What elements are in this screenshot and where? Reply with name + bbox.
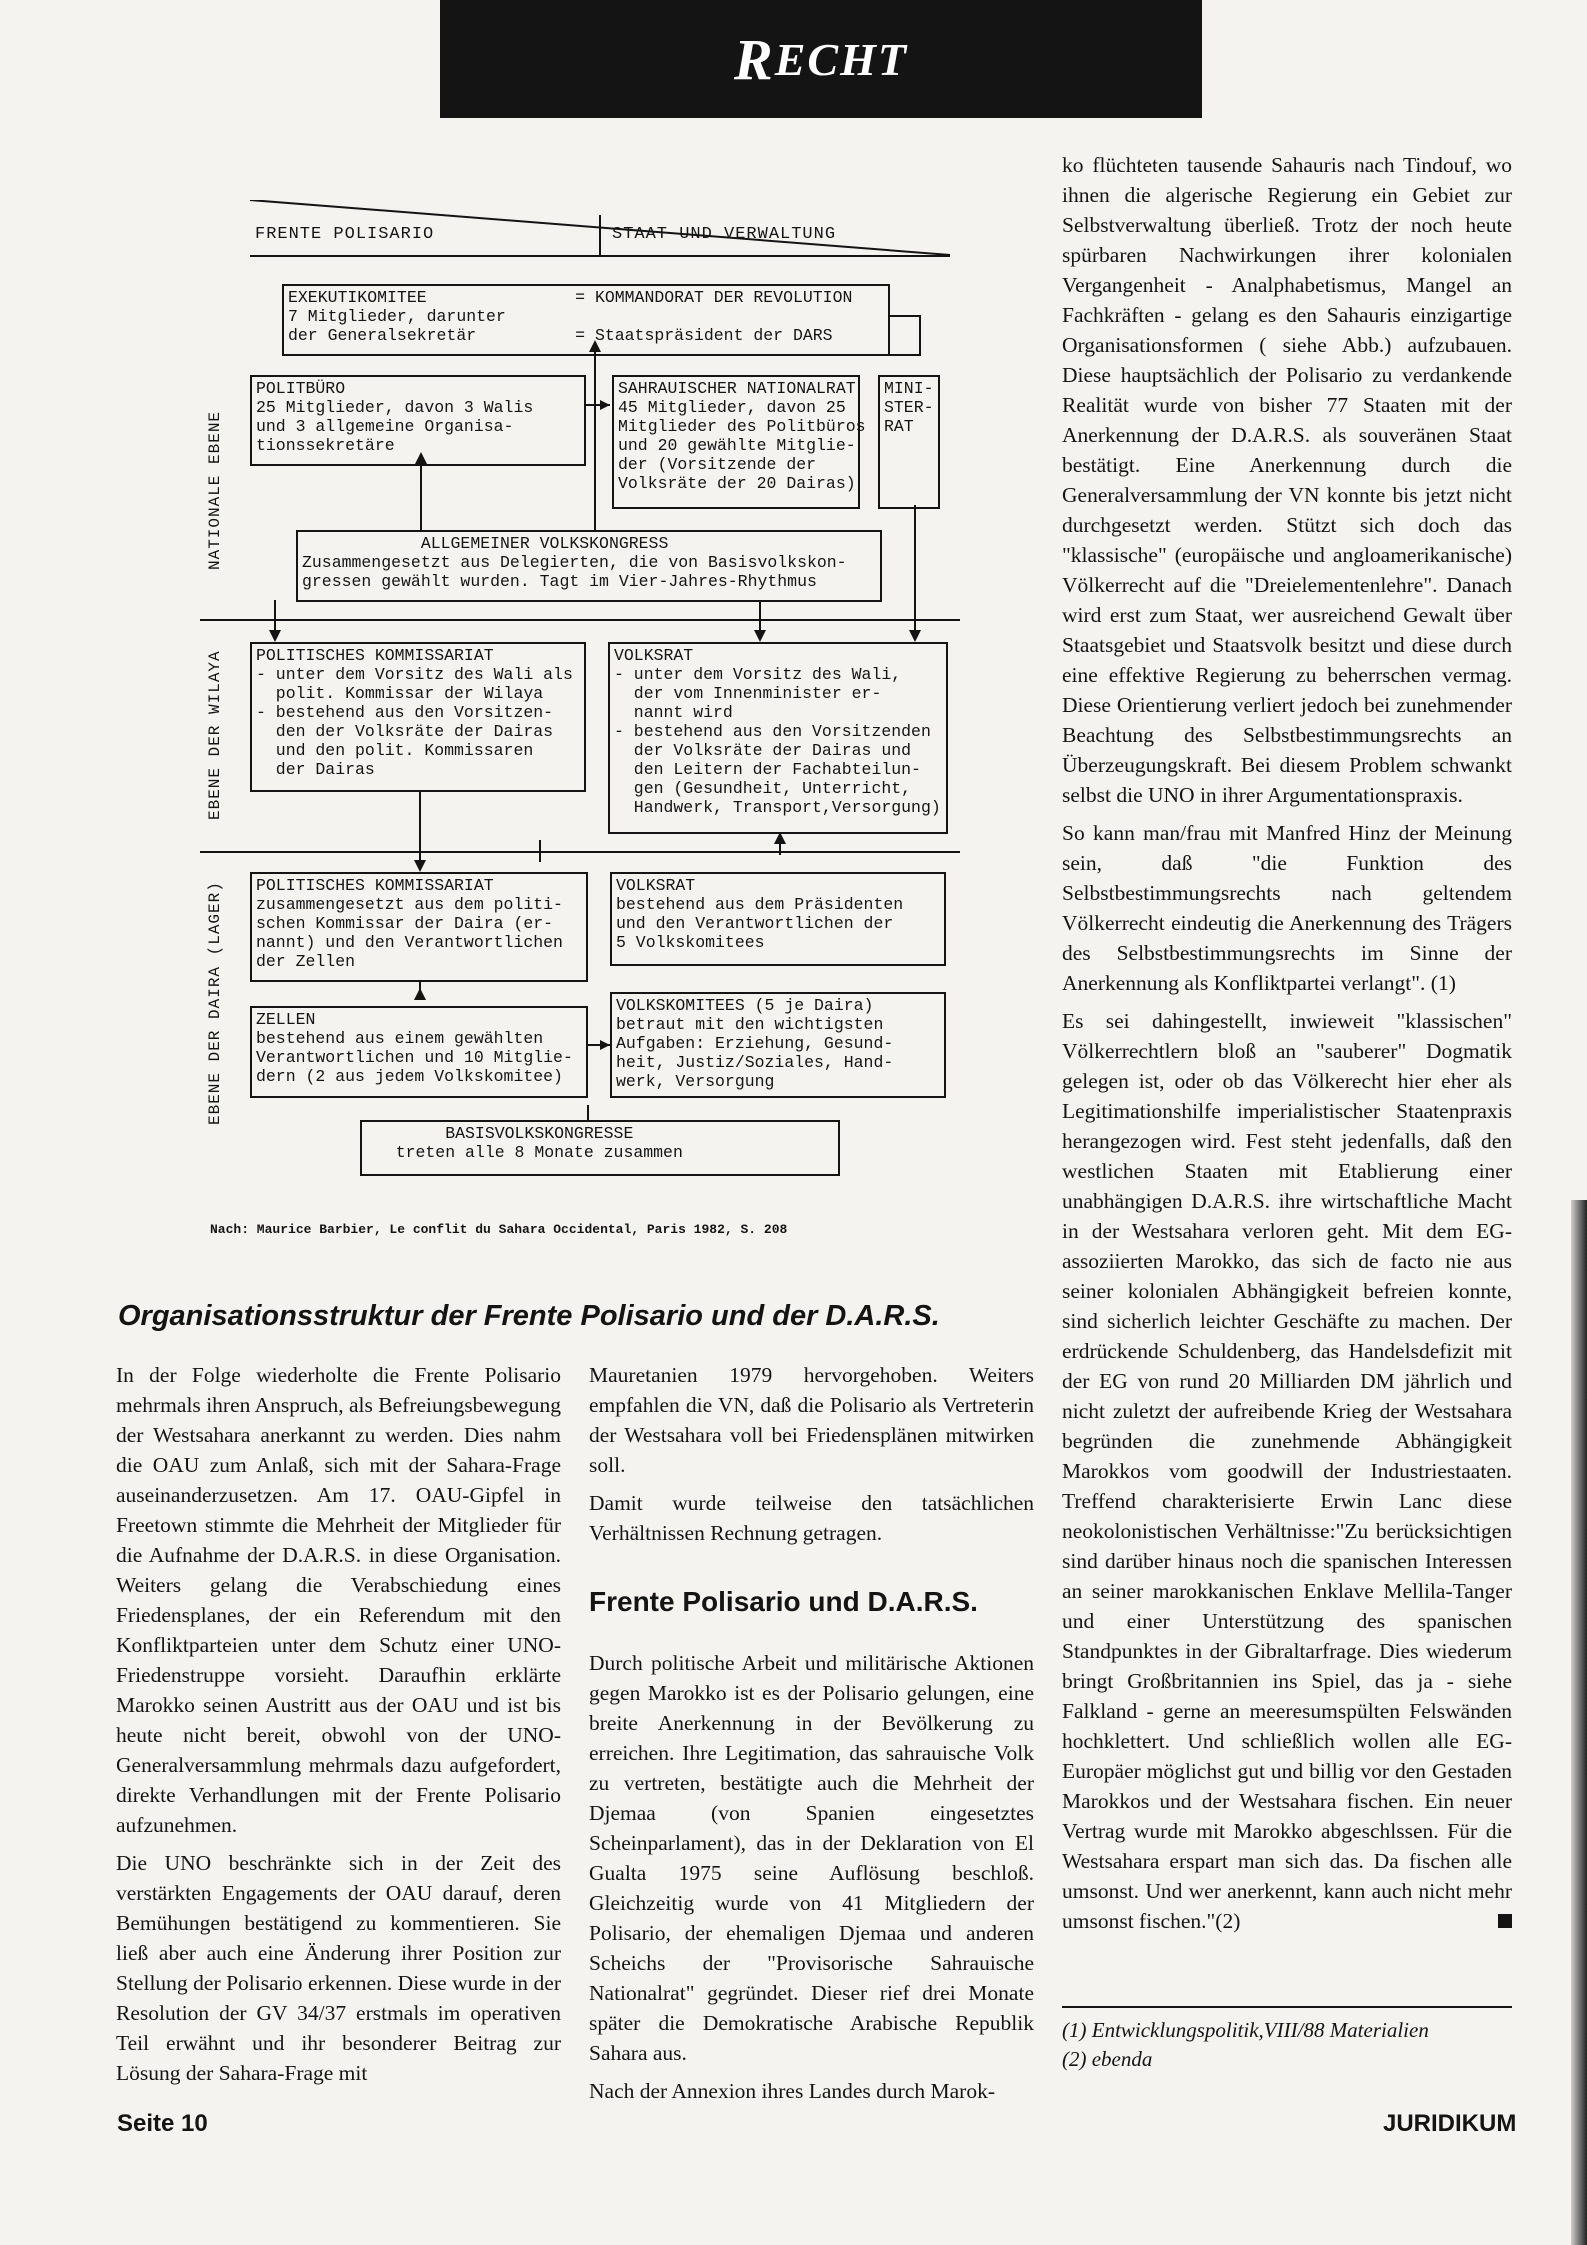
box-nationalrat: SAHRAUISCHER NATIONALRAT 45 Mitglieder, davon 25 Mitglieder des Politbüros und 20 gewählte Mitglie- der (Vorsitzende der Volksräte der 20 Dairas) [612, 375, 860, 509]
paragraph: Damit wurde teilweise den tatsächlichen Verhältnissen Rechnung getragen. [589, 1491, 1034, 1545]
footnote: (2) ebenda [1062, 2047, 1153, 2071]
page-number: Seite 10 [117, 2110, 208, 2137]
org-diagram [200, 200, 960, 1250]
article-column-2 [589, 1360, 1034, 2114]
diagram-source-note: Nach: Maurice Barbier, Le conflit du Sahara Occidental, Paris 1982, S. 208 [210, 1222, 788, 1237]
paragraph: So kann man/frau mit Manfred Hinz der Meinung sein, daß "die Funktion des Selbstbestimmungsrechts nach geltendem Völkerrecht eindeutig die Anerkennung des Trägers des Selbstbestimmungsrechts im Sinne der Anerkennung als Konfliktpartei verlangt". (1) [1062, 821, 1512, 995]
paragraph: Nach der Annexion ihres Landes durch Marok- [589, 2079, 995, 2103]
column-head-polisario: FRENTE POLISARIO [255, 225, 435, 244]
paragraph: Die UNO beschränkte sich in der Zeit des verstärkten Engagements der OAU darauf, deren Bemühungen bestätigend zu kommentieren. Sie ließ aber auch eine Änderung ihrer Position zur Stellung der Polisario erkennen. Diese wurde in der Resolution der GV 34/37 erstmals im operativen Teil erwähnt und ihr besonderer Beitrag zur Lösung der Sahara-Frage mit [116, 1851, 561, 2085]
paragraph: ko flüchteten tausende Sahauris nach Tindouf, wo ihnen die algerische Regierung ein Gebiet zur Selbstverwaltung überließ. Trotz der noch heute spürbaren Nachwirkungen ihrer kolonialen Vergangenheit - Analphabetismus, Mangel an Fachkräften - gelang es den Sahauris einzigartige Organisationsformen ( siehe Abb.) aufzubauen. Diese hauptsächlich der Polisario zu verdankende Realität wurde von bisher 77 Staaten mit der Anerkennung der D.A.R.S. als souveränen Staat bestätigt. Eine Anerkennung durch die Generalversammlung der VN konnte bis jetzt nicht durchgesetzt werden. Stützt sich doch das "klassische" (europäische und angloamerikanische) Völkerrecht auf die "Dreielementenlehre". Danach wird erst zum Staat, wer ausreichend Gewalt über Staatsgebiet und Staatsvolk besitzt und diese durch eine effektive Regierung zu beherrschen vermag. Diese Orientierung verliert jedoch bei zunehmender Beachtung des Selbstbestimmungsrechts an Überzeugungskraft. Bei diesem Problem schwankt selbst die UNO in ihrer Argumentationspraxis. [1062, 153, 1512, 807]
box-volkskomitees: VOLKSKOMITEES (5 je Daira) betraut mit den wichtigsten Aufgaben: Erziehung, Gesund- heit, Justiz/Soziales, Hand- werk, Versorgung [610, 992, 946, 1098]
section-subheading: Frente Polisario und D.A.R.S. [589, 1586, 978, 1617]
level-label-wilaya: EBENE DER WILAYA [206, 650, 224, 820]
box-pol-kommissariat-daira: POLITISCHES KOMMISSARIAT zusammengesetzt aus dem politi- schen Kommissar der Daira (er- nannt) und den Verantwortlichen der Zellen [250, 872, 588, 982]
paragraph: In der Folge wiederholte die Frente Polisario mehrmals ihren Anspruch, als Befreiungsbewegung der Westsahara anerkannt zu werden. Dies nahm die OAU zum Anlaß, sich mit der Sahara-Frage auseinanderzusetzen. Am 17. OAU-Gipfel in Freetown stimmte die Mehrheit der Mitglieder für die Aufnahme der D.A.R.S. in diese Organisation. Weiters gelang die Verabschiedung eines Friedensplanes, der ein Referendum mit den Konfliktparteien unter dem Schutz einer UNO-Friedenstruppe vorsieht. Daraufhin erklärte Marokko seinen Austritt aus der OAU und ist bis heute nicht bereit, obwohl von der UNO-Generalversammlung mehrmals dazu aufgefordert, direkte Verhandlungen mit der Frente Polisario aufzunehmen. [116, 1363, 561, 1837]
article-column-3 [1062, 150, 1512, 1936]
box-exekutivkomitee: EXEKUTIKOMITEE = KOMMANDORAT DER REVOLUTION 7 Mitglieder, darunter der Generalsekretär = Staatspräsident der DARS [282, 284, 890, 356]
paragraph-text: Es sei dahingestellt, inwieweit "klassischen" Völkerrechtlern bloß an "sauberer" Dogmatik gelegen ist, oder ob das Völkerecht hier eher als Legitimationshilfe imperialistischer Staatenpraxis herangezogen wird. Fest steht jedenfalls, daß den westlichen Staaten mit Etablierung einer unabhängigen D.A.R.S. ihre wirtschaftliche Macht in der Westsahara verloren geht. Mit dem EG-assoziierten Marokko, das sich de facto nie aus seiner kolonialen Abhängigkeit befreien konnte, sind sicherlich leichter Geschäfte zu machen. Der erdrückende Schuldenberg, das Handelsdefizit mit der EG von rund 20 Milliarden DM jährlich und nicht zuletzt der aufreibende Krieg der Westsahara begründen die zunehmende Abhängigkeit Marokkos vom goodwill der Industriestaaten. Treffend charakterisierte Erwin Lanc diese neokolonistischen Verhältnisse:"Zu berücksichtigen sind darüber hinaus noch die spanischen Interessen an seiner marokkanischen Enklave Mellila-Tanger und einer Unterstützung des spanischen Standpunktes in der Gibraltarfrage. Dies wiederum bringt Großbritannien ins Spiel, das ja - siehe Falkland - gerne an meeresumspülten Felswänden hochklettert. Und schließlich wollen alle EG-Europäer möglichst gut und billig vor den Gestaden Marokkos und der Westsahara fischen. Ein neuer Vertrag wurde mit Marokko abgeschlssen. Für die Westsahara erspart man sich das. Da fischen alle umsonst. Und wer anerkennt, kann auch nicht mehr umsonst fischen."(2) [1062, 1009, 1512, 1933]
article-column-1 [116, 1360, 561, 2096]
footnotes [1062, 2006, 1512, 2074]
publication-name: JURIDIKUM [1383, 2110, 1517, 2137]
box-basisvolkskongresse: BASISVOLKSKONGRESSE treten alle 8 Monate zusammen [360, 1120, 840, 1176]
box-allgemeiner-volkskongress: ALLGEMEINER VOLKSKONGRESS Zusammengesetzt aus Delegierten, die von Basisvolkskon- gressen gewählt wurden. Tagt im Vier-Jahres-Rhythmus [296, 530, 882, 602]
box-ministerrat: MINI- STER- RAT [878, 375, 940, 509]
scan-edge-shadow [1571, 1200, 1587, 2245]
section-header-rest: ECHT [774, 33, 908, 85]
box-volksrat-wilaya: VOLKSRAT - unter dem Vorsitz des Wali, der vom Innenminister er- nannt wird - bestehend aus den Vorsitzenden der Volksräte der Dairas und den Leitern der Fachabteilun- gen (Gesundheit, Unterricht, Handwerk, Transport,Versorgung) [608, 642, 948, 834]
box-politburo: POLITBÜRO 25 Mitglieder, davon 3 Walis und 3 allgemeine Organisa- tionssekretäre [250, 375, 586, 466]
end-of-article-mark [1498, 1914, 1512, 1928]
figure-caption: Organisationsstruktur der Frente Polisario und der D.A.R.S. [118, 1300, 940, 1332]
column-head-staat: STAAT UND VERWALTUNG [612, 225, 837, 244]
paragraph: Durch politische Arbeit und militärische Aktionen gegen Marokko ist es der Polisario gelungen, eine breite Anerkennung in der Bevölkerung zu erreichen. Ihre Legitimation, das sahrauische Volk zu vertreten, bestätigte auch die Mehrheit der Djemaa (von Spanien eingesetztes Scheinparlament), das in der Deklaration von El Gualta 1975 seine Auflösung beschloß. Gleichzeitig wurde von 41 Mitgliedern der Polisario, der ehemaligen Djemaa und anderen Scheichs der "Provisorische Sahrauische Nationalrat" gegründet. Dieser rief drei Monate später die Demokratische Arabische Republik Sahara aus. [589, 1651, 1034, 2065]
paragraph [1062, 1006, 1512, 1936]
paragraph: Mauretanien 1979 hervorgehoben. Weiters empfahlen die VN, daß die Polisario als Vertreterin der Westsahara voll bei Friedensplänen mitwirken soll. [589, 1363, 1034, 1477]
box-zellen: ZELLEN bestehend aus einem gewählten Verantwortlichen und 10 Mitglie- dern (2 aus jedem Volkskomitee) [250, 1006, 588, 1098]
level-label-daira: EBENE DER DAIRA (LAGER) [206, 881, 224, 1125]
section-header [440, 0, 1202, 118]
footnote: (1) Entwicklungspolitik,VIII/88 Materialien [1062, 2018, 1429, 2042]
box-pol-kommissariat-wilaya: POLITISCHES KOMMISSARIAT - unter dem Vorsitz des Wali als polit. Kommissar der Wilaya - bestehend aus den Vorsitzen- den der Volksräte der Dairas und den polit. Kommissaren der Dairas [250, 642, 586, 792]
level-label-national: NATIONALE EBENE [206, 410, 224, 570]
section-header-initial: R [734, 26, 775, 92]
box-volksrat-daira: VOLKSRAT bestehend aus dem Präsidenten und den Verantwortlichen der 5 Volkskomitees [610, 872, 946, 966]
